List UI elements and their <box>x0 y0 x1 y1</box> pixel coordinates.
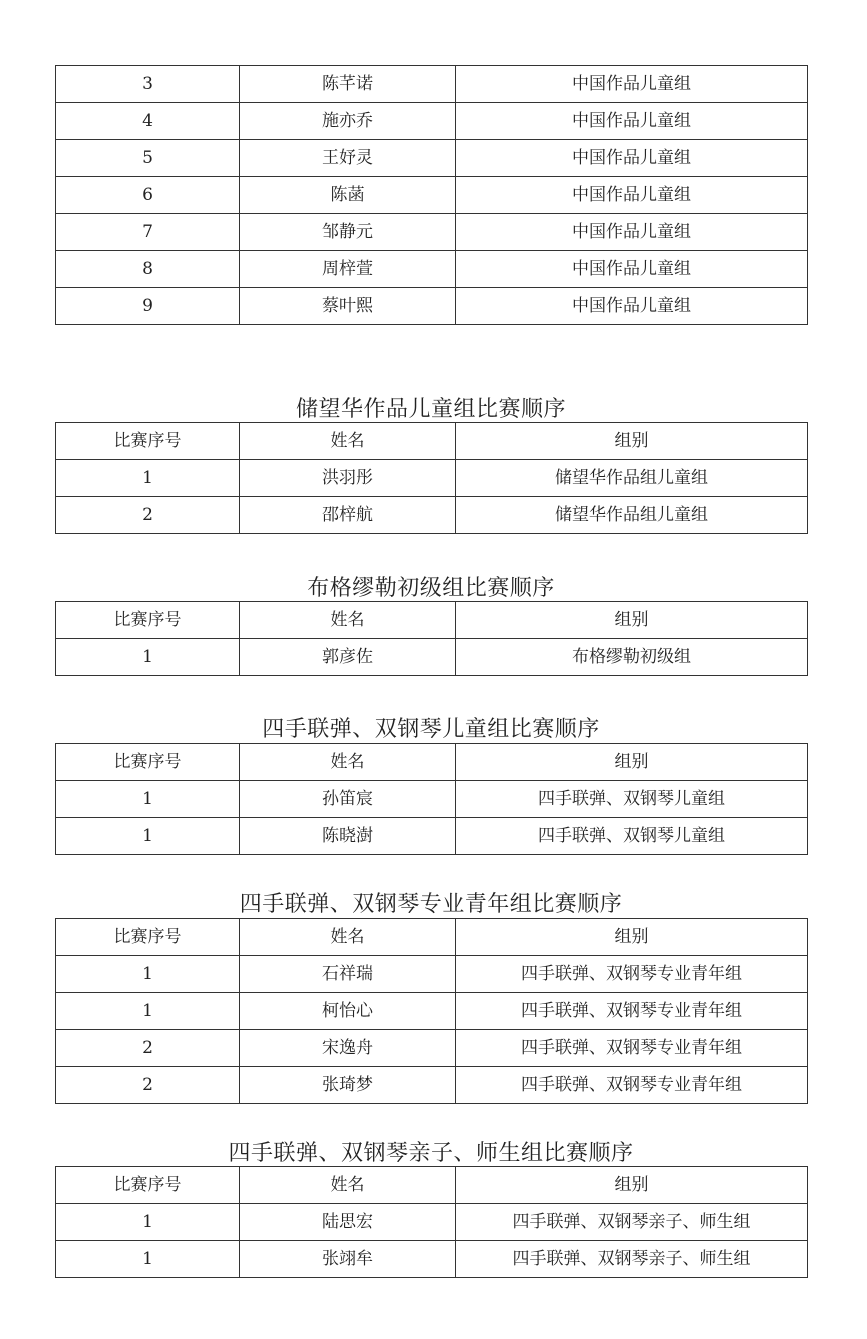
table-row <box>56 1204 808 1241</box>
name-cell: 张翊牟 <box>240 1241 456 1278</box>
table-row <box>56 781 808 818</box>
table-row <box>56 1030 808 1067</box>
table-row <box>56 140 808 177</box>
section-title: 储望华作品儿童组比赛顺序 <box>295 397 566 422</box>
column-header-group: 组别 <box>456 1167 808 1204</box>
order-cell: 2 <box>56 1030 240 1067</box>
group-cell: 布格缪勒初级组 <box>456 639 808 676</box>
order-cell: 1 <box>56 1241 240 1278</box>
name-cell: 孙笛宸 <box>240 781 456 818</box>
column-header-group: 组别 <box>456 744 808 781</box>
name-cell: 邹静元 <box>240 214 456 251</box>
name-cell: 陈晓澍 <box>240 818 456 855</box>
order-cell: 5 <box>56 140 240 177</box>
name-cell: 柯怡心 <box>240 993 456 1030</box>
order-cell: 1 <box>56 1204 240 1241</box>
order-cell: 1 <box>56 460 240 497</box>
table-row <box>56 177 808 214</box>
name-cell: 张琦梦 <box>240 1067 456 1104</box>
table-row <box>56 956 808 993</box>
order-cell: 2 <box>56 1067 240 1104</box>
name-cell: 蔡叶熙 <box>240 288 456 325</box>
order-cell: 9 <box>56 288 240 325</box>
column-header-group: 组别 <box>456 423 808 460</box>
name-cell: 洪羽彤 <box>240 460 456 497</box>
name-cell: 王妤灵 <box>240 140 456 177</box>
order-cell: 1 <box>56 639 240 676</box>
table-header-row <box>56 744 808 781</box>
order-cell: 4 <box>56 103 240 140</box>
column-header-order: 比赛序号 <box>56 602 240 639</box>
column-header-name: 姓名 <box>240 919 456 956</box>
group-cell: 储望华作品组儿童组 <box>456 497 808 534</box>
group-cell: 中国作品儿童组 <box>456 103 808 140</box>
column-header-order: 比赛序号 <box>56 919 240 956</box>
table-header-row <box>56 423 808 460</box>
table-row <box>56 639 808 676</box>
table-chu-wanghua-children <box>55 422 808 534</box>
column-header-order: 比赛序号 <box>56 744 240 781</box>
group-cell: 中国作品儿童组 <box>456 177 808 214</box>
section-title: 四手联弹、双钢琴儿童组比赛顺序 <box>262 717 600 742</box>
group-cell: 四手联弹、双钢琴儿童组 <box>456 818 808 855</box>
section-title: 四手联弹、双钢琴亲子、师生组比赛顺序 <box>228 1141 634 1166</box>
name-cell: 陈菡 <box>240 177 456 214</box>
column-header-order: 比赛序号 <box>56 423 240 460</box>
table-row <box>56 993 808 1030</box>
name-cell: 宋逸舟 <box>240 1030 456 1067</box>
section-title: 布格缪勒初级组比赛顺序 <box>307 576 555 601</box>
column-header-name: 姓名 <box>240 602 456 639</box>
group-cell: 四手联弹、双钢琴专业青年组 <box>456 956 808 993</box>
order-cell: 8 <box>56 251 240 288</box>
name-cell: 周梓萱 <box>240 251 456 288</box>
table-four-hands-professional-youth <box>55 918 808 1104</box>
column-header-name: 姓名 <box>240 744 456 781</box>
name-cell: 施亦乔 <box>240 103 456 140</box>
name-cell: 邵梓航 <box>240 497 456 534</box>
table-row <box>56 1241 808 1278</box>
group-cell: 中国作品儿童组 <box>456 214 808 251</box>
order-cell: 1 <box>56 956 240 993</box>
table-header-row <box>56 1167 808 1204</box>
name-cell: 陆思宏 <box>240 1204 456 1241</box>
group-cell: 中国作品儿童组 <box>456 288 808 325</box>
column-header-name: 姓名 <box>240 1167 456 1204</box>
name-cell: 石祥瑞 <box>240 956 456 993</box>
group-cell: 四手联弹、双钢琴亲子、师生组 <box>456 1204 808 1241</box>
column-header-group: 组别 <box>456 602 808 639</box>
order-cell: 1 <box>56 781 240 818</box>
order-cell: 1 <box>56 818 240 855</box>
group-cell: 储望华作品组儿童组 <box>456 460 808 497</box>
order-cell: 1 <box>56 993 240 1030</box>
table-row <box>56 818 808 855</box>
group-cell: 四手联弹、双钢琴专业青年组 <box>456 1067 808 1104</box>
table-row <box>56 1067 808 1104</box>
table-row <box>56 288 808 325</box>
table-row <box>56 103 808 140</box>
group-cell: 四手联弹、双钢琴亲子、师生组 <box>456 1241 808 1278</box>
table-row <box>56 214 808 251</box>
group-cell: 中国作品儿童组 <box>456 251 808 288</box>
table-row <box>56 66 808 103</box>
order-cell: 7 <box>56 214 240 251</box>
group-cell: 中国作品儿童组 <box>456 140 808 177</box>
table-header-row <box>56 919 808 956</box>
name-cell: 郭彦佐 <box>240 639 456 676</box>
table-burgmuller-beginner <box>55 601 808 676</box>
table-china-works-continued <box>55 65 808 325</box>
order-cell: 2 <box>56 497 240 534</box>
table-four-hands-children <box>55 743 808 855</box>
table-row <box>56 460 808 497</box>
table-row <box>56 497 808 534</box>
table-header-row <box>56 602 808 639</box>
column-header-order: 比赛序号 <box>56 1167 240 1204</box>
column-header-group: 组别 <box>456 919 808 956</box>
table-row <box>56 251 808 288</box>
section-title: 四手联弹、双钢琴专业青年组比赛顺序 <box>239 892 623 917</box>
group-cell: 四手联弹、双钢琴专业青年组 <box>456 1030 808 1067</box>
group-cell: 四手联弹、双钢琴专业青年组 <box>456 993 808 1030</box>
column-header-name: 姓名 <box>240 423 456 460</box>
order-cell: 3 <box>56 66 240 103</box>
name-cell: 陈芊诺 <box>240 66 456 103</box>
order-cell: 6 <box>56 177 240 214</box>
table-four-hands-parent-child-teacher-student <box>55 1166 808 1278</box>
group-cell: 中国作品儿童组 <box>456 66 808 103</box>
group-cell: 四手联弹、双钢琴儿童组 <box>456 781 808 818</box>
